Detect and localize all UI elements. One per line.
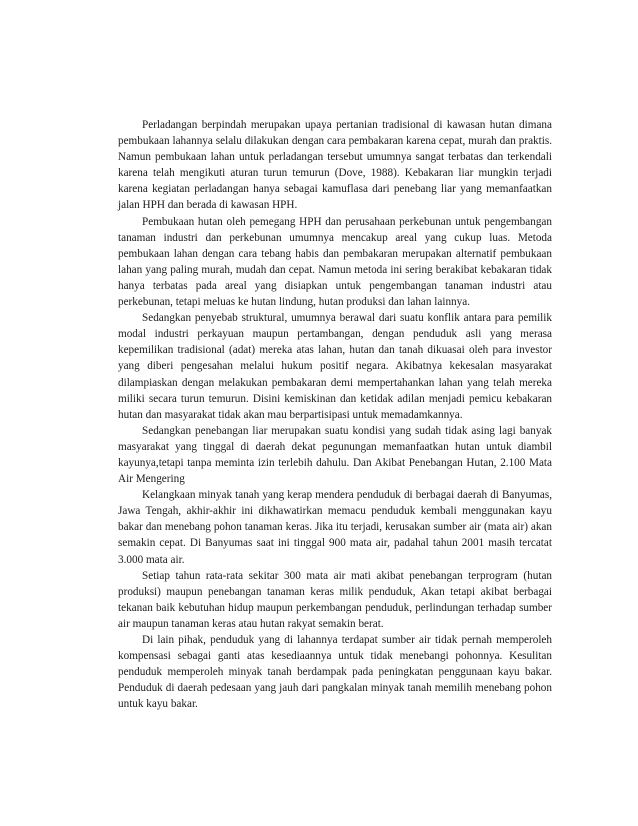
paragraph-1: Perladangan berpindah merupakan upaya pertanian tradisional di kawasan hutan dimana pembukaan lahannya selalu dilakukan dengan cara pembakaran karena cepat, murah dan praktis. Namun pembukaan lahan untuk perladangan tersebut umumnya sangat terbatas dan terkendali karena telah mengikuti aturan turun temurun (Dove, 1988). Kebakaran liar mungkin terjadi karena kegiatan perladangan hanya sebagai kamuflasa dari penebang liar yang memanfaatkan jalan HPH dan berada di kawasan HPH. xyxy=(118,119,552,212)
document-body xyxy=(118,117,552,712)
paragraph-5: Kelangkaan minyak tanah yang kerap mendera penduduk di berbagai daerah di Banyumas, Jawa Tengah, akhir-akhir ini dikhawatirkan memacu penduduk kembali menggunakan kayu bakar dan menebang pohon tanaman keras. Jika itu terjadi, kerusakan sumber air (mata air) akan semakin cepat. Di Banyumas saat ini tinggal 900 mata air, padahal tahun 2001 masih tercatat 3.000 mata air. xyxy=(118,489,552,566)
paragraph-4: Sedangkan penebangan liar merupakan suatu kondisi yang sudah tidak asing lagi banyak masyarakat yang tinggal di daerah dekat pegunungan memanfaatkan hutan untuk diambil kayunya,tetapi tanpa meminta izin terlebih dahulu. Dan Akibat Penebangan Hutan, 2.100 Mata Air Mengering xyxy=(118,424,552,486)
paragraph-7: Di lain pihak, penduduk yang di lahannya terdapat sumber air tidak pernah memperoleh kompensasi sebagai ganti atas kesediaannya untuk tidak menebangi pohonnya. Kesulitan penduduk memperoleh minyak tanah berdampak pada peningkatan penggunaan kayu bakar. Penduduk di daerah pedesaan yang jauh dari pangkalan minyak tanah memilih menebang pohon untuk kayu bakar. xyxy=(118,634,552,711)
paragraph-6: Setiap tahun rata-rata sekitar 300 mata air mati akibat penebangan terprogram (hutan produksi) maupun penebangan tanaman keras milik penduduk, Akan tetapi akibat berbagai tekanan baik kebutuhan hidup maupun perkembangan penduduk, perlindungan terhadap sumber air maupun tanaman keras atau hutan rakyat semakin berat. xyxy=(118,569,552,630)
paragraph-3: Sedangkan penyebab struktural, umumnya berawal dari suatu konflik antara para pemilik modal industri perkayuan maupun pertambangan, dengan penduduk asli yang merasa kepemilikan tradisional (adat) mereka atas lahan, hutan dan tanah dikuasai oleh para investor yang diberi pengesahan melalui hukum positif negara. Akibatnya kekesalan masyarakat dilampiaskan dengan melakukan pembakaran demi mempertahankan lahan yang telah mereka miliki secara turun temurun. Disini kemiskinan dan ketidak adilan menjadi pemicu kebakaran hutan dan masyarakat tidak akan mau berpartisipasi untuk memadamkannya. xyxy=(118,312,552,421)
paragraph-2: Pembukaan hutan oleh pemegang HPH dan perusahaan perkebunan untuk pengembangan tanaman industri dan perkebunan umumnya mencakup areal yang cukup luas. Metoda pembukaan lahan dengan cara tebang habis dan pembakaran merupakan alternatif pembukaan lahan yang paling murah, mudah dan cepat. Namun metoda ini sering berakibat kebakaran tidak hanya terbatas pada areal yang disiapkan untuk pengembangan tanaman industri atau perkebunan, tetapi meluas ke hutan lindung, hutan produksi dan lahan lainnya. xyxy=(118,215,552,309)
